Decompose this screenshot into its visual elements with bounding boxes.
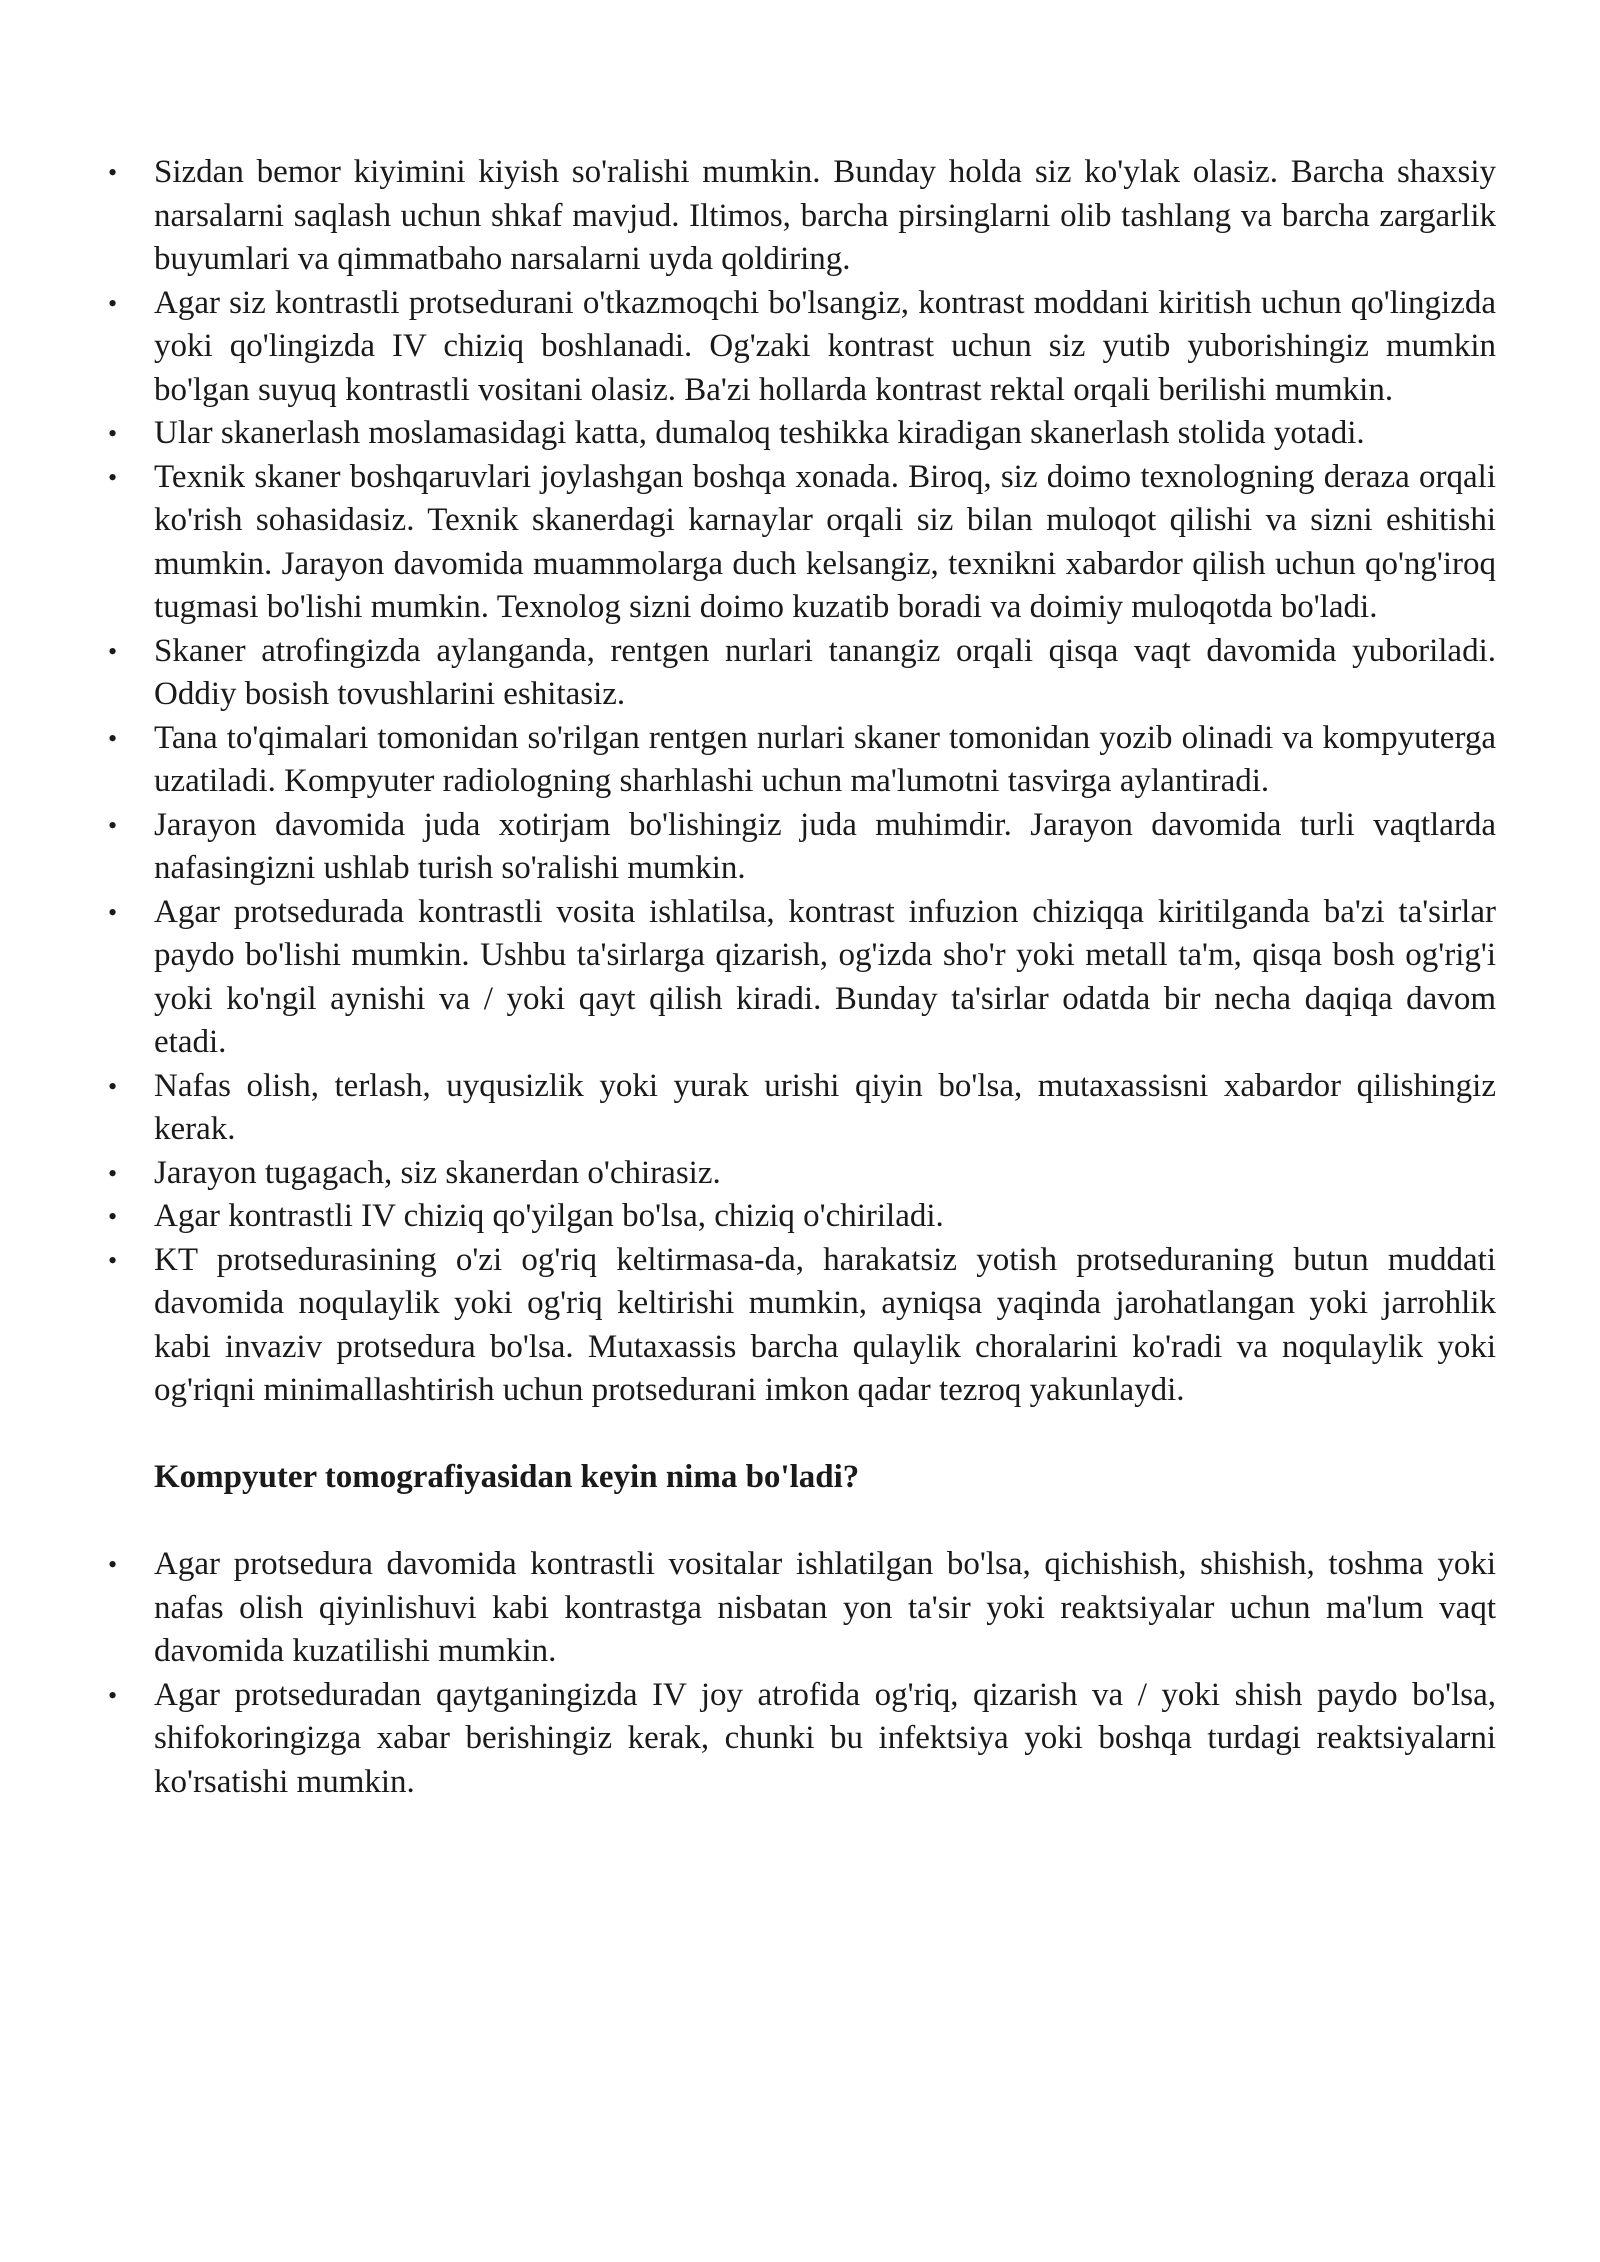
list-item-text: Jarayon davomida juda xotirjam bo'lishingiz juda muhimdir. Jarayon davomida turli vaqtlarda nafasingizni ushlab turish so'ralishi mumkin. xyxy=(154,806,1496,886)
list-item xyxy=(108,282,1496,413)
list-item-text: Agar protsedurada kontrastli vosita ishlatilsa, kontrast infuzion chiziqqa kiritilganda ba'zi ta'sirlar paydo bo'lishi mumkin. Ushbu ta'sirlarga qizarish, og'izda sho'r yoki metall ta'm, qisqa bosh og'rig'i yoki ko'ngil aynishi va / yoki qayt qilish kiradi. Bunday ta'sirlar odatda bir necha daqiqa davom etadi. xyxy=(154,893,1496,1060)
list-item xyxy=(108,804,1496,891)
list-item xyxy=(108,412,1496,456)
list-item-text: Tana to'qimalari tomonidan so'rilgan rentgen nurlari skaner tomonidan yozib olinadi va kompyuterga uzatiladi. Kompyuter radiologning sharhlashi uchun ma'lumotni tasvirga aylantiradi. xyxy=(154,719,1496,799)
list-item-text: KT protsedurasining o'zi og'riq keltirmasa-da, harakatsiz yotish protseduraning butun muddati davomida noqulaylik yoki og'riq keltirishi mumkin, ayniqsa yaqinda jarohatlangan yoki jarrohlik kabi invaziv protsedura bo'lsa. Mutaxassis barcha qulaylik choralarini ko'radi va noqulaylik yoki og'riqni minimallashtirish uchun protsedurani imkon qadar tezroq yakunlaydi. xyxy=(154,1241,1496,1408)
bullet-icon: • xyxy=(108,1071,118,1101)
bullet-icon: • xyxy=(108,1550,118,1579)
bullet-icon: • xyxy=(108,1158,118,1188)
bullet-icon: • xyxy=(108,897,118,927)
bullet-icon: • xyxy=(108,419,118,448)
list-item xyxy=(108,1195,1496,1239)
bullet-icon: • xyxy=(108,158,118,187)
list-item xyxy=(108,1152,1496,1196)
list-item-text: Nafas olish, terlash, uyqusizlik yoki yurak urishi qiyin bo'lsa, mutaxassisni xabardor qilishingiz kerak. xyxy=(154,1067,1496,1147)
bullet-icon: • xyxy=(108,288,118,318)
list-item xyxy=(108,1543,1496,1674)
list-item xyxy=(108,456,1496,630)
bullet-icon: • xyxy=(108,1202,118,1231)
procedure-steps-list xyxy=(108,151,1496,1413)
bullet-icon: • xyxy=(108,723,118,753)
list-item-text: Agar protseduradan qaytganingizda IV joy atrofida og'riq, qizarish va / yoki shish paydo bo'lsa, shifokoringizga xabar berishingiz kerak, chunki bu infektsiya yoki boshqa turdagi reaktsiyalarni ko'rsatishi mumkin. xyxy=(154,1676,1496,1800)
list-item xyxy=(108,891,1496,1065)
list-item-text: Texnik skaner boshqaruvlari joylashgan boshqa xonada. Biroq, siz doimo texnologning deraza orqali ko'rish sohasidasiz. Texnik skanerdagi karnaylar orqali siz bilan muloqot qilishi va sizni eshitishi mumkin. Jarayon davomida muammolarga duch kelsangiz, texnikni xabardor qilish uchun qo'ng'iroq tugmasi bo'lishi mumkin. Texnolog sizni doimo kuzatib boradi va doimiy muloqotda bo'ladi. xyxy=(154,458,1496,625)
after-procedure-list xyxy=(108,1543,1496,1804)
list-item-text: Agar kontrastli IV chiziq qo'yilgan bo'lsa, chiziq o'chiriladi. xyxy=(154,1198,944,1234)
list-item-text: Agar protsedura davomida kontrastli vositalar ishlatilgan bo'lsa, qichishish, shishish, toshma yoki nafas olish qiyinlishuvi kabi kontrastga nisbatan yon ta'sir yoki reaktsiyalar uchun ma'lum vaqt davomida kuzatilishi mumkin. xyxy=(154,1546,1496,1669)
bullet-icon: • xyxy=(108,1680,118,1710)
bullet-icon: • xyxy=(108,636,118,666)
bullet-icon: • xyxy=(108,1245,118,1275)
list-item-text: Agar siz kontrastli protsedurani o'tkazmoqchi bo'lsangiz, kontrast moddani kiritish uchun qo'lingizda yoki qo'lingizda IV chiziq boshlanadi. Og'zaki kontrast uchun siz yutib yuborishingiz mumkin bo'lgan suyuq kontrastli vositani olasiz. Ba'zi hollarda kontrast rektal orqali berilishi mumkin. xyxy=(154,284,1496,408)
list-item xyxy=(108,151,1496,282)
bullet-icon: • xyxy=(108,810,118,840)
section-heading: Kompyuter tomografiyasidan keyin nima bo'ladi? xyxy=(154,1458,860,1495)
list-item xyxy=(108,630,1496,717)
bullet-icon: • xyxy=(108,462,118,492)
list-item-text: Sizdan bemor kiyimini kiyish so'ralishi mumkin. Bunday holda siz ko'ylak olasiz. Barcha shaxsiy narsalarni saqlash uchun shkaf mavjud. Iltimos, barcha pirsinglarni olib tashlang va barcha zargarlik buyumlari va qimmatbaho narsalarni uyda qoldiring. xyxy=(154,154,1496,277)
list-item xyxy=(108,1239,1496,1413)
list-item-text: Ular skanerlash moslamasidagi katta, dumaloq teshikka kiradigan skanerlash stolida yotadi. xyxy=(154,415,1365,451)
list-item xyxy=(108,1674,1496,1805)
list-item-text: Skaner atrofingizda aylanganda, rentgen nurlari tanangiz orqali qisqa vaqt davomida yuboriladi. Oddiy bosish tovushlarini eshitasiz. xyxy=(154,632,1496,712)
list-item xyxy=(108,1065,1496,1152)
list-item-text: Jarayon tugagach, siz skanerdan o'chirasiz. xyxy=(154,1154,721,1191)
list-item xyxy=(108,717,1496,804)
